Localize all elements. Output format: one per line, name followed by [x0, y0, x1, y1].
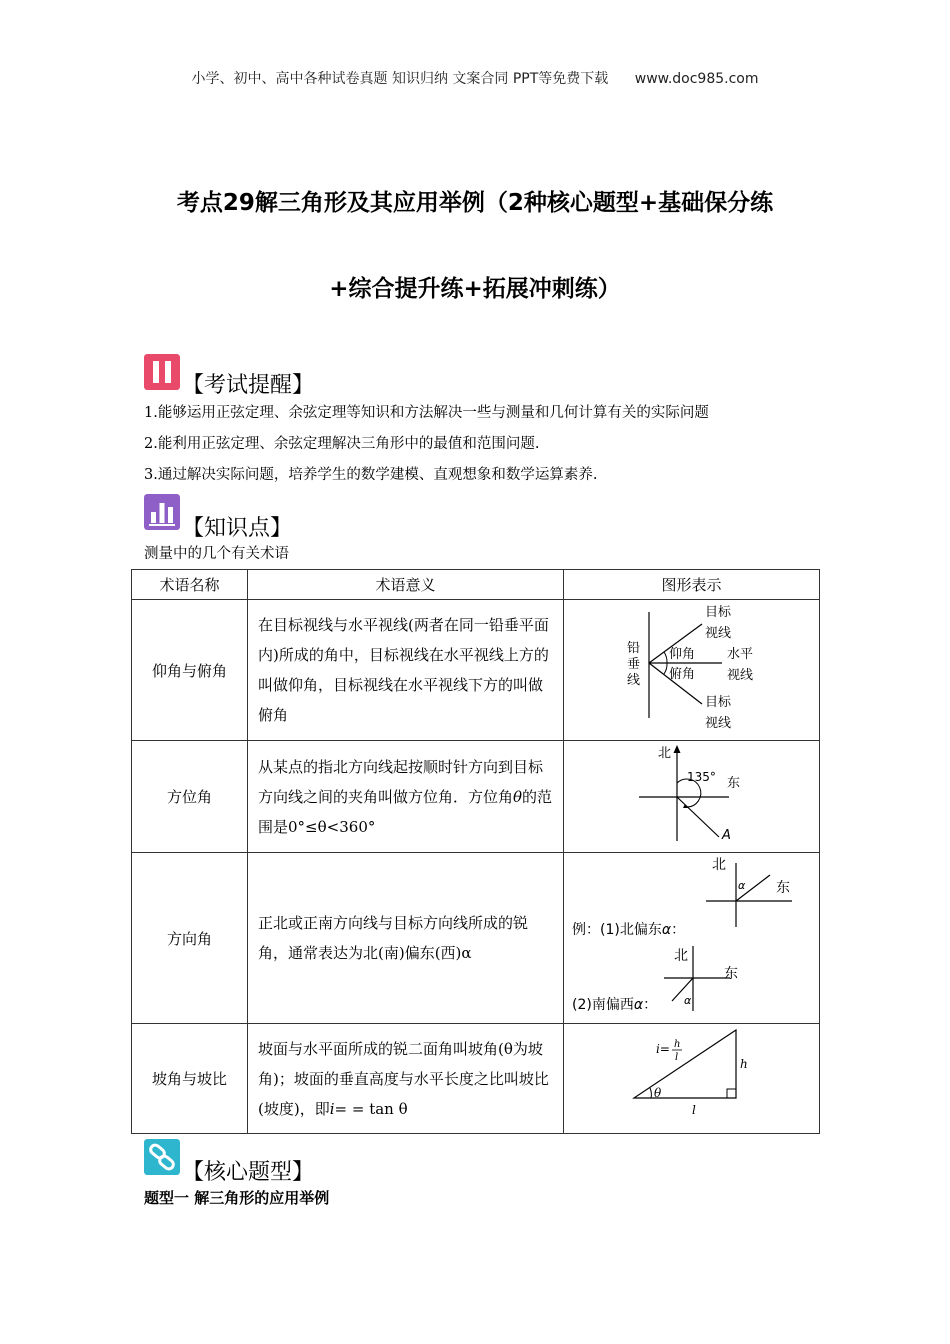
- elevation-depression-figure: [564, 600, 818, 740]
- example-1-alpha: α: [661, 922, 672, 938]
- fig1-east: 东: [776, 880, 790, 896]
- example-1-colon: ：: [671, 922, 686, 938]
- fig-target-bottom-1: 目标: [705, 695, 732, 710]
- col-header-meaning: 术语意义: [248, 570, 564, 600]
- reminder-item-2: 2.能利用正弦定理、余弦定理解决三角形中的最值和范围问题.: [144, 436, 540, 452]
- term-name: 仰角与俯角: [132, 600, 248, 741]
- table-row: [132, 600, 820, 741]
- header-site[interactable]: www.doc985.com: [634, 71, 759, 87]
- table-header-row: [132, 570, 820, 600]
- term-figure: [564, 741, 820, 853]
- slope-ratio-symbol: i: [329, 1099, 335, 1118]
- fig1-alpha: α: [738, 879, 746, 892]
- term-meaning: 正北或正南方向线与目标方向线所成的锐角，通常表达为北(南)偏东(西)α: [248, 853, 564, 1024]
- fig-target-top-2: 视线: [705, 626, 732, 641]
- fig-i: i=: [656, 1042, 670, 1056]
- fig-depression: 俯角: [669, 667, 696, 682]
- example-2-alpha: α: [633, 997, 644, 1013]
- knowledge-intro: 测量中的几个有关术语: [144, 546, 289, 562]
- example-2-label: [572, 996, 657, 1013]
- term-meaning-b: 的范围是: [258, 787, 553, 836]
- page-header: [0, 68, 950, 88]
- term-meaning-a: 坡面与水平面所成的锐二面角叫坡角(θ为坡角)；坡面的垂直高度与水平长度之比叫坡比(坡度)，即: [258, 1039, 549, 1118]
- knowledge-heading: 【知识点】: [182, 516, 293, 541]
- term-meaning-a: 从某点的指北方向线起按顺时针方向到目标方向线之间的夹角叫做方位角．方位角: [258, 757, 544, 806]
- term-meaning-b: = = tan θ: [334, 1099, 408, 1118]
- term-figure: [564, 600, 820, 741]
- reminder-item-1: 1.能够运用正弦定理、余弦定理等知识和方法解决一些与测量和几何计算有关的实际问题: [144, 405, 709, 421]
- term-figure: [564, 853, 820, 1024]
- fig-point-a: A: [722, 828, 731, 843]
- term-meaning: 在目标视线与水平视线(两者在同一铅垂平面内)所成的角中，目标视线在水平视线上方的叫做仰角，目标视线在水平视线下方的叫做俯角: [248, 600, 564, 741]
- col-header-figure: 图形表示: [564, 570, 820, 600]
- fig-east: 东: [727, 776, 741, 791]
- table-row: [132, 853, 820, 1024]
- header-text: 小学、初中、高中各种试卷真题 知识归纳 文案合同 PPT等免费下载: [191, 71, 609, 87]
- example-1-label: [572, 921, 685, 938]
- reminder-icon: [144, 354, 180, 390]
- direction-angle-figure: [564, 853, 818, 1023]
- fig-frac-h: h: [674, 1039, 681, 1050]
- theta-symbol: θ: [513, 787, 523, 806]
- term-meaning: [248, 741, 564, 853]
- reminder-item-3: 3.通过解决实际问题，培养学生的数学建模、直观想象和数学运算素养.: [144, 467, 598, 483]
- example-2-text: (2)南偏西: [572, 997, 634, 1013]
- link-icon: [144, 1139, 180, 1175]
- chart-bar-icon: [144, 494, 180, 530]
- doc-title-line2: +综合提升练+拓展冲刺练）: [329, 276, 621, 302]
- term-figure: [564, 1024, 820, 1134]
- fig1-north: 北: [712, 857, 726, 873]
- question-type-1: 题型一 解三角形的应用举例: [144, 1189, 330, 1207]
- example-2-colon: ：: [643, 997, 658, 1013]
- fig2-alpha: α: [684, 994, 692, 1007]
- fig-horizontal-1: 水平: [727, 647, 754, 662]
- term-name: 方向角: [132, 853, 248, 1024]
- example-1-text: 例：(1)北偏东: [572, 922, 662, 938]
- azimuth-range: 0°≤θ<360°: [288, 817, 376, 836]
- doc-title-line1: 考点29解三角形及其应用举例（2种核心题型+基础保分练: [176, 190, 774, 216]
- col-header-name: 术语名称: [132, 570, 248, 600]
- fig-north: 北: [658, 746, 672, 761]
- fig-target-bottom-2: 视线: [705, 716, 732, 731]
- fig-frac-l: l: [675, 1052, 679, 1063]
- fig-vertical-1: 铅: [627, 641, 641, 656]
- reminder-heading: 【考试提醒】: [182, 373, 315, 398]
- fig-h: h: [740, 1057, 748, 1071]
- slope-figure: [564, 1024, 818, 1133]
- terms-table: [131, 569, 820, 1134]
- fig2-east: 东: [724, 966, 738, 982]
- term-meaning: [248, 1024, 564, 1134]
- fig-target-top-1: 目标: [705, 605, 732, 620]
- term-name: 坡角与坡比: [132, 1024, 248, 1134]
- azimuth-figure: [564, 741, 818, 852]
- term-name: 方位角: [132, 741, 248, 853]
- table-row: [132, 1024, 820, 1134]
- fig-angle: 135°: [687, 770, 716, 784]
- fig-l: l: [692, 1103, 696, 1117]
- fig-vertical-3: 线: [627, 673, 641, 688]
- fig-horizontal-2: 视线: [727, 668, 754, 683]
- fig-elevation: 仰角: [669, 647, 696, 662]
- fig2-north: 北: [674, 948, 688, 964]
- fig-vertical-2: 垂: [627, 657, 641, 672]
- fig-theta: θ: [654, 1086, 662, 1100]
- core-heading: 【核心题型】: [182, 1160, 315, 1185]
- table-row: [132, 741, 820, 853]
